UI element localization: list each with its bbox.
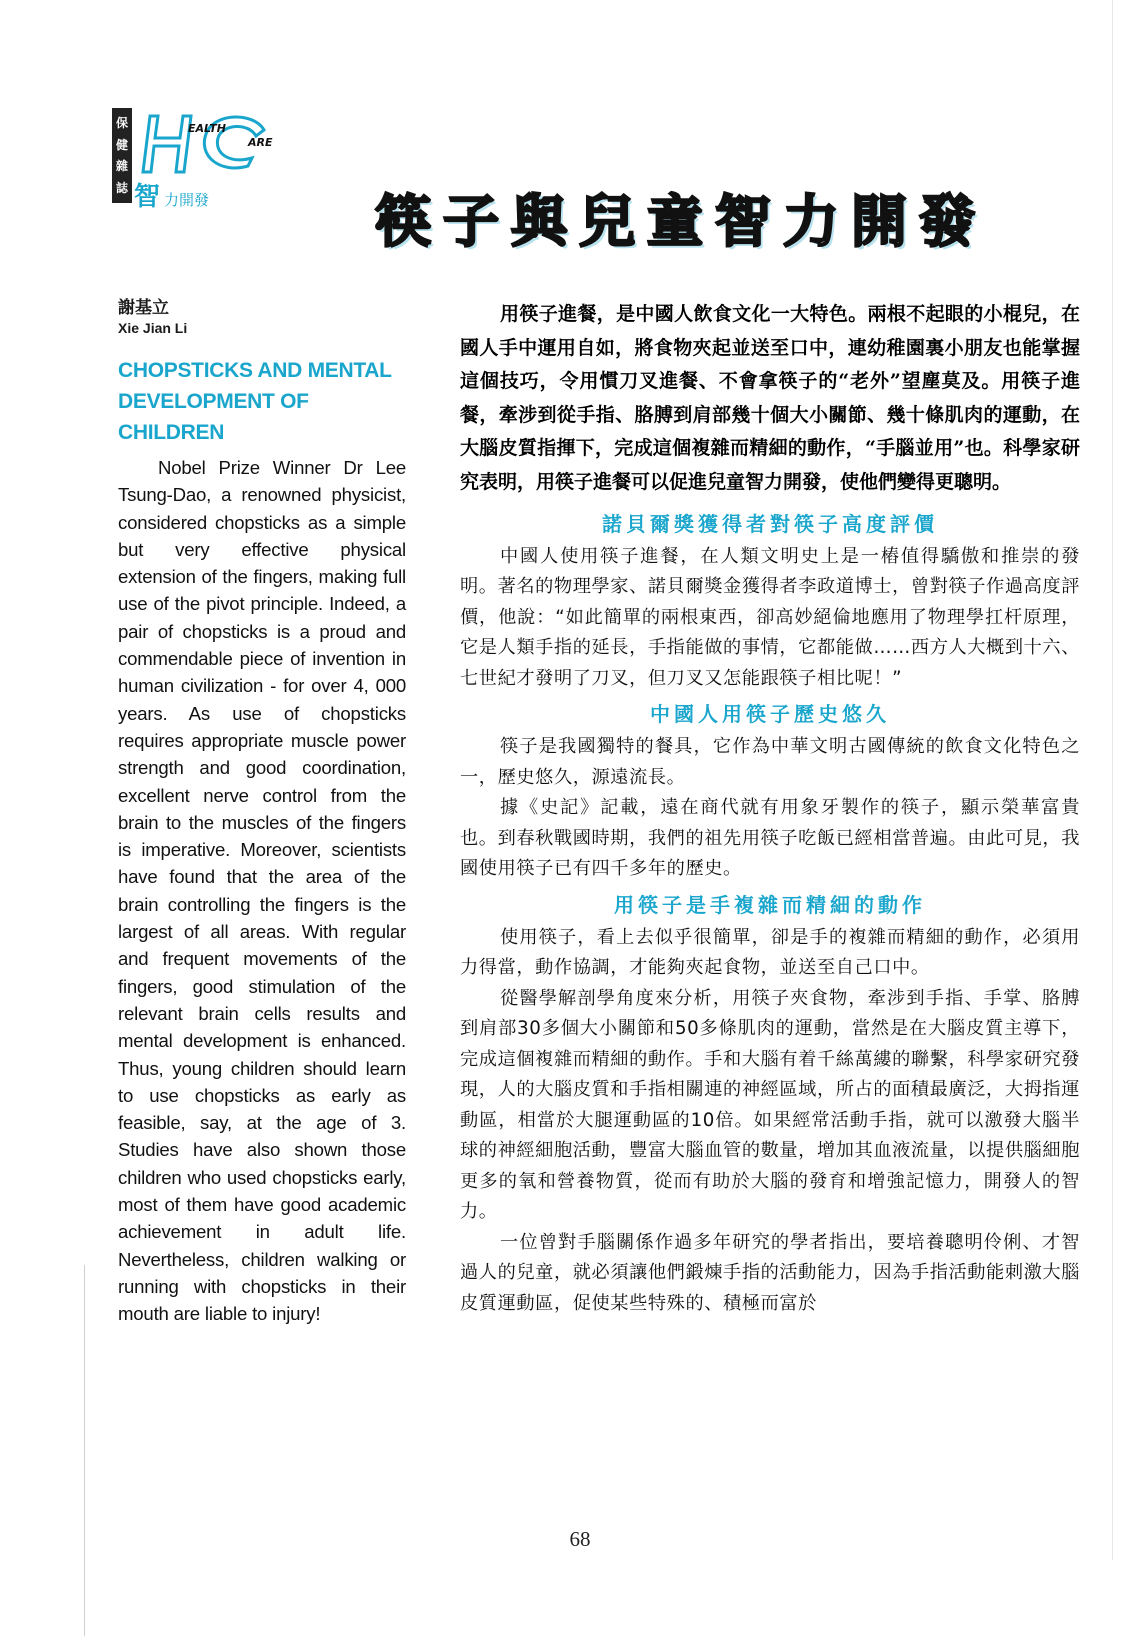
section-label — [134, 176, 209, 213]
english-heading: CHOPSTICKS AND MENTAL DEVELOPMENT OF CHILDREN — [118, 359, 392, 444]
english-column — [118, 297, 406, 1328]
article-title: 筷子與兒童智力開發 — [375, 190, 987, 255]
vertical-tag-char: 健 — [115, 137, 128, 152]
left-margin-line — [84, 1265, 85, 1636]
subheading: 用筷子是手複雜而精細的動作 — [614, 892, 926, 917]
healthcare-logo — [136, 108, 286, 180]
vertical-tag-char: 保 — [115, 115, 128, 130]
logo-small-bottom: ARE — [248, 136, 273, 149]
author-name-cn: 謝基立 — [118, 298, 169, 318]
magazine-vertical-tag — [112, 108, 132, 203]
right-margin-line — [1112, 0, 1113, 1560]
body-paragraph: 從醫學解剖學角度來分析，用筷子夾食物，牽涉到手指、手掌、胳膊到肩部30多個大小關節和50多條肌肉的運動，當然是在大腦皮質主導下，完成這個複雜而精細的動作。手和大腦有着千絲萬縷的聯繫，科學家研究發現，人的大腦皮質和手指相關連的神經區域，所占的面積最廣泛，大拇指運動區，相當於大腿運動區的10倍。如果經常活動手指，就可以激發大腦半球的神經細胞活動，豐富大腦血管的數量，增加其血液流量，以提供腦細胞更多的氧和營養物質，從而有助於大腦的發育和增強記憶力，開發人的智力。 — [460, 987, 1080, 1223]
section-label-big: 智 — [134, 182, 161, 212]
chinese-column — [460, 298, 1080, 1319]
body-paragraph: 筷子是我國獨特的餐具，它作為中華文明古國傳統的飲食文化特色之一，歷史悠久，源遠流長。 — [460, 736, 1080, 788]
healthcare-masthead — [112, 108, 292, 212]
section-label-small: 力開發 — [164, 191, 210, 209]
subheading: 中國人用筷子歷史悠久 — [650, 702, 890, 727]
body-paragraph: 一位曾對手腦關係作過多年研究的學者指出，要培養聰明伶俐、才智過人的兒童，就必須讓他們鍛煉手指的活動能力，因為手指活動能刺激大腦皮質運動區，促使某些特殊的、積極而富於 — [460, 1231, 1080, 1314]
vertical-tag-char: 雜 — [115, 159, 128, 174]
subheading: 諾貝爾獎獲得者對筷子高度評價 — [602, 511, 938, 536]
body-paragraph: 中國人使用筷子進餐，在人類文明史上是一樁值得驕傲和推崇的發明。著名的物理學家、諾貝爾獎金獲得者李政道博士，曾對筷子作過高度評價，他說：“如此簡單的兩根東西，卻高妙絕倫地應用了物理學扛杆原理，它是人類手指的延長，手指能做的事情，它都能做……西方人大概到十六、七世紀才發明了刀叉，但刀叉又怎能跟筷子相比呢！” — [460, 545, 1080, 689]
author-name-en: Xie Jian Li — [118, 320, 188, 336]
vertical-tag-char: 誌 — [115, 181, 128, 196]
english-body: Nobel Prize Winner Dr Lee Tsung-Dao, a renowned physicist, considered chopsticks as a simple but very effective physical extension of the fingers, making full use of the pivot principle. Indeed, a pair of chopsticks is a proud and commendable piece of invention in human civilization - for over 4, 000 years. As use of chopsticks requires appropriate muscle power strength and good coordination, excellent nerve control from the brain to the muscles of the fingers is imperative. Moreover, scientists have found that the area of the brain controlling the fingers is the largest of all areas. With regular and frequent movements of the fingers, good stimulation of the relevant brain cells results and mental development is enhanced. Thus, young children should learn to use chopsticks as early as feasible, say, at the age of 3. Studies have also shown those children who used chopsticks early, most of them have good academic achievement in adult life. Nevertheless, children walking or running with chopsticks in their mouth are liable to injury! — [118, 457, 406, 1325]
body-paragraph: 使用筷子，看上去似乎很簡單，卻是手的複雜而精細的動作，必須用力得當，動作協調，才能夠夾起食物，並送至自己口中。 — [460, 926, 1080, 979]
page-number: 68 — [569, 1527, 591, 1551]
body-paragraph: 據《史記》記載，遠在商代就有用象牙製作的筷子，顯示榮華富貴也。到春秋戰國時期，我們的祖先用筷子吃飯已經相當普遍。由此可見，我國使用筷子已有四千多年的歷史。 — [460, 797, 1080, 880]
logo-small-top: EALTH — [188, 122, 226, 135]
lead-paragraph: 用筷子進餐，是中國人飲食文化一大特色。兩根不起眼的小棍兒，在國人手中運用自如，將食物夾起並送至口中，連幼稚園裏小朋友也能掌握這個技巧，令用慣刀叉進餐、不會拿筷子的“老外”望塵莫及。用筷子進餐，牽涉到從手指、胳膊到肩部幾十個大小關節、幾十條肌肉的運動，在大腦皮質指揮下，完成這個複雜而精細的動作，“手腦並用”也。科學家研究表明，用筷子進餐可以促進兒童智力開發，使他們變得更聰明。 — [460, 303, 1080, 493]
